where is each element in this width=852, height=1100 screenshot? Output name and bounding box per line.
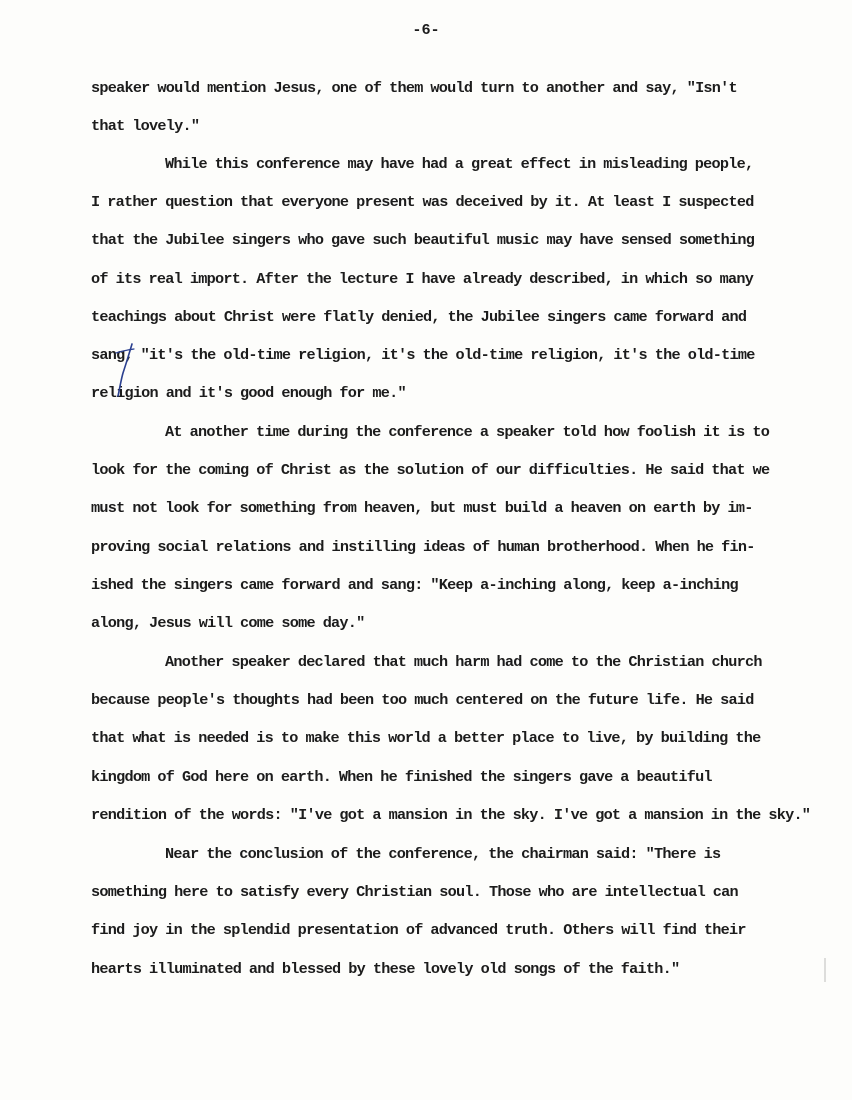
text-line: While this conference may have had a great effect in misleading people, <box>165 155 754 173</box>
page-number: -6- <box>412 21 440 39</box>
text-line: proving social relations and instilling ideas of human brotherhood. When he fin- <box>91 538 755 556</box>
text-line: ished the singers came forward and sang: "Keep a-inching along, keep a-inching <box>91 576 738 594</box>
text-line: look for the coming of Christ as the solution of our difficulties. He said that we <box>91 461 770 479</box>
text-line: find joy in the splendid presentation of advanced truth. Others will find their <box>91 921 746 939</box>
text-line: that the Jubilee singers who gave such beautiful music may have sensed something <box>91 231 755 249</box>
text-line: rendition of the words: "I've got a mansion in the sky. I've got a mansion in the sky." <box>91 806 811 824</box>
text-line: At another time during the conference a speaker told how foolish it is to <box>165 423 770 441</box>
text-line: of its real import. After the lecture I have already described, in which so many <box>91 270 754 288</box>
text-line: hearts illuminated and blessed by these lovely old songs of the faith." <box>91 960 680 978</box>
text-line: along, Jesus will come some day." <box>91 614 365 632</box>
text-line: kingdom of God here on earth. When he finished the singers gave a beautiful <box>91 768 712 786</box>
text-line: Near the conclusion of the conference, the chairman said: "There is <box>165 845 721 863</box>
text-line: must not look for something from heaven, but must build a heaven on earth by im- <box>91 499 753 517</box>
text-line: because people's thoughts had been too much centered on the future life. He said <box>91 691 754 709</box>
text-line: that lovely." <box>91 117 200 135</box>
text-line: teachings about Christ were flatly denied, the Jubilee singers came forward and <box>91 308 747 326</box>
text-line: sang, "it's the old-time religion, it's the old-time religion, it's the old-time <box>91 346 755 364</box>
paper-edge-mark <box>824 958 826 982</box>
text-line: I rather question that everyone present was deceived by it. At least I suspected <box>91 193 754 211</box>
text-line: that what is needed is to make this world a better place to live, by building the <box>91 729 761 747</box>
text-line: Another speaker declared that much harm had come to the Christian church <box>165 653 762 671</box>
pen-correction-mark <box>112 340 138 400</box>
text-line: something here to satisfy every Christian soul. Those who are intellectual can <box>91 883 738 901</box>
text-line: religion and it's good enough for me." <box>91 384 406 402</box>
text-line: speaker would mention Jesus, one of them would turn to another and say, "Isn't <box>91 79 737 97</box>
